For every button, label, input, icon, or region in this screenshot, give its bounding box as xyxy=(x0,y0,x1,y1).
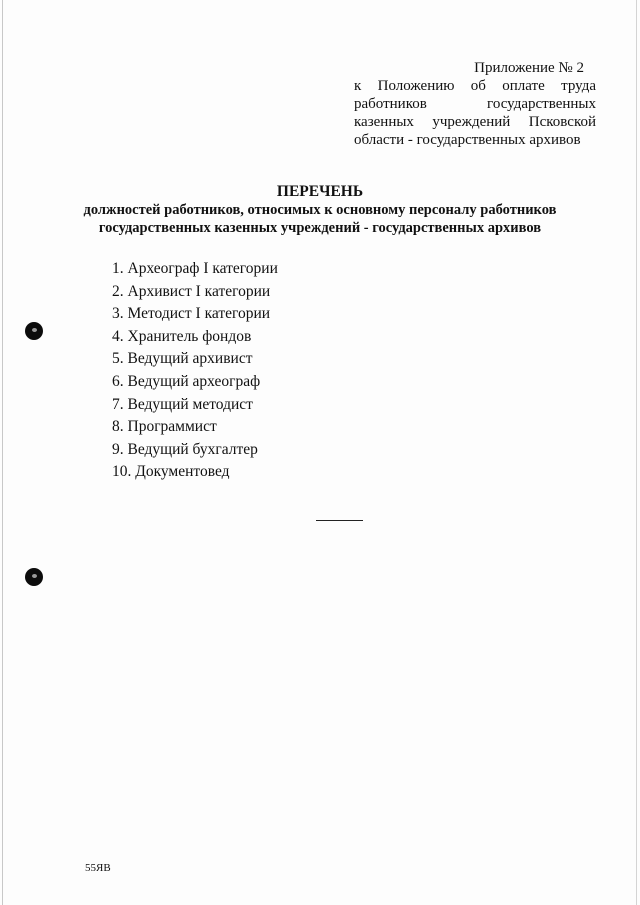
punch-hole-icon xyxy=(25,322,43,340)
list-item: 6. Ведущий археограф xyxy=(112,372,261,390)
punch-hole-icon xyxy=(25,568,43,586)
appendix-reference: к Положению об оплате труда работников государственных казенных учреждений Псковской области - государственных архивов xyxy=(354,78,596,148)
list-item: 1. Археограф I категории xyxy=(112,260,278,277)
list-item: 2. Архивист I категории xyxy=(112,282,271,300)
document-heading xyxy=(60,183,580,237)
list-item: 9. Ведущий бухгалтер xyxy=(112,440,258,458)
list-item: 8. Программист xyxy=(112,418,217,436)
list-item: 3. Методист I категории xyxy=(112,305,271,323)
end-divider xyxy=(316,520,363,521)
appendix-block xyxy=(354,59,596,149)
positions-list xyxy=(112,258,278,484)
list-item: 7. Ведущий методист xyxy=(112,395,253,413)
appendix-title: Приложение № 2 xyxy=(474,60,584,76)
scan-edge-right xyxy=(636,0,637,905)
list-item: 10. Документовед xyxy=(112,463,230,481)
list-item: 5. Ведущий архивист xyxy=(112,350,253,368)
list-item: 4. Хранитель фондов xyxy=(112,327,252,345)
scan-edge-left xyxy=(2,0,3,905)
heading-title: ПЕРЕЧЕНЬ xyxy=(276,183,364,200)
heading-subtitle-line-1: должностей работников, относимых к основному персоналу работников xyxy=(83,202,557,218)
footer-code: 55ЯВ xyxy=(85,862,111,874)
heading-subtitle-line-2: государственных казенных учреждений - государственных архивов xyxy=(98,220,542,236)
